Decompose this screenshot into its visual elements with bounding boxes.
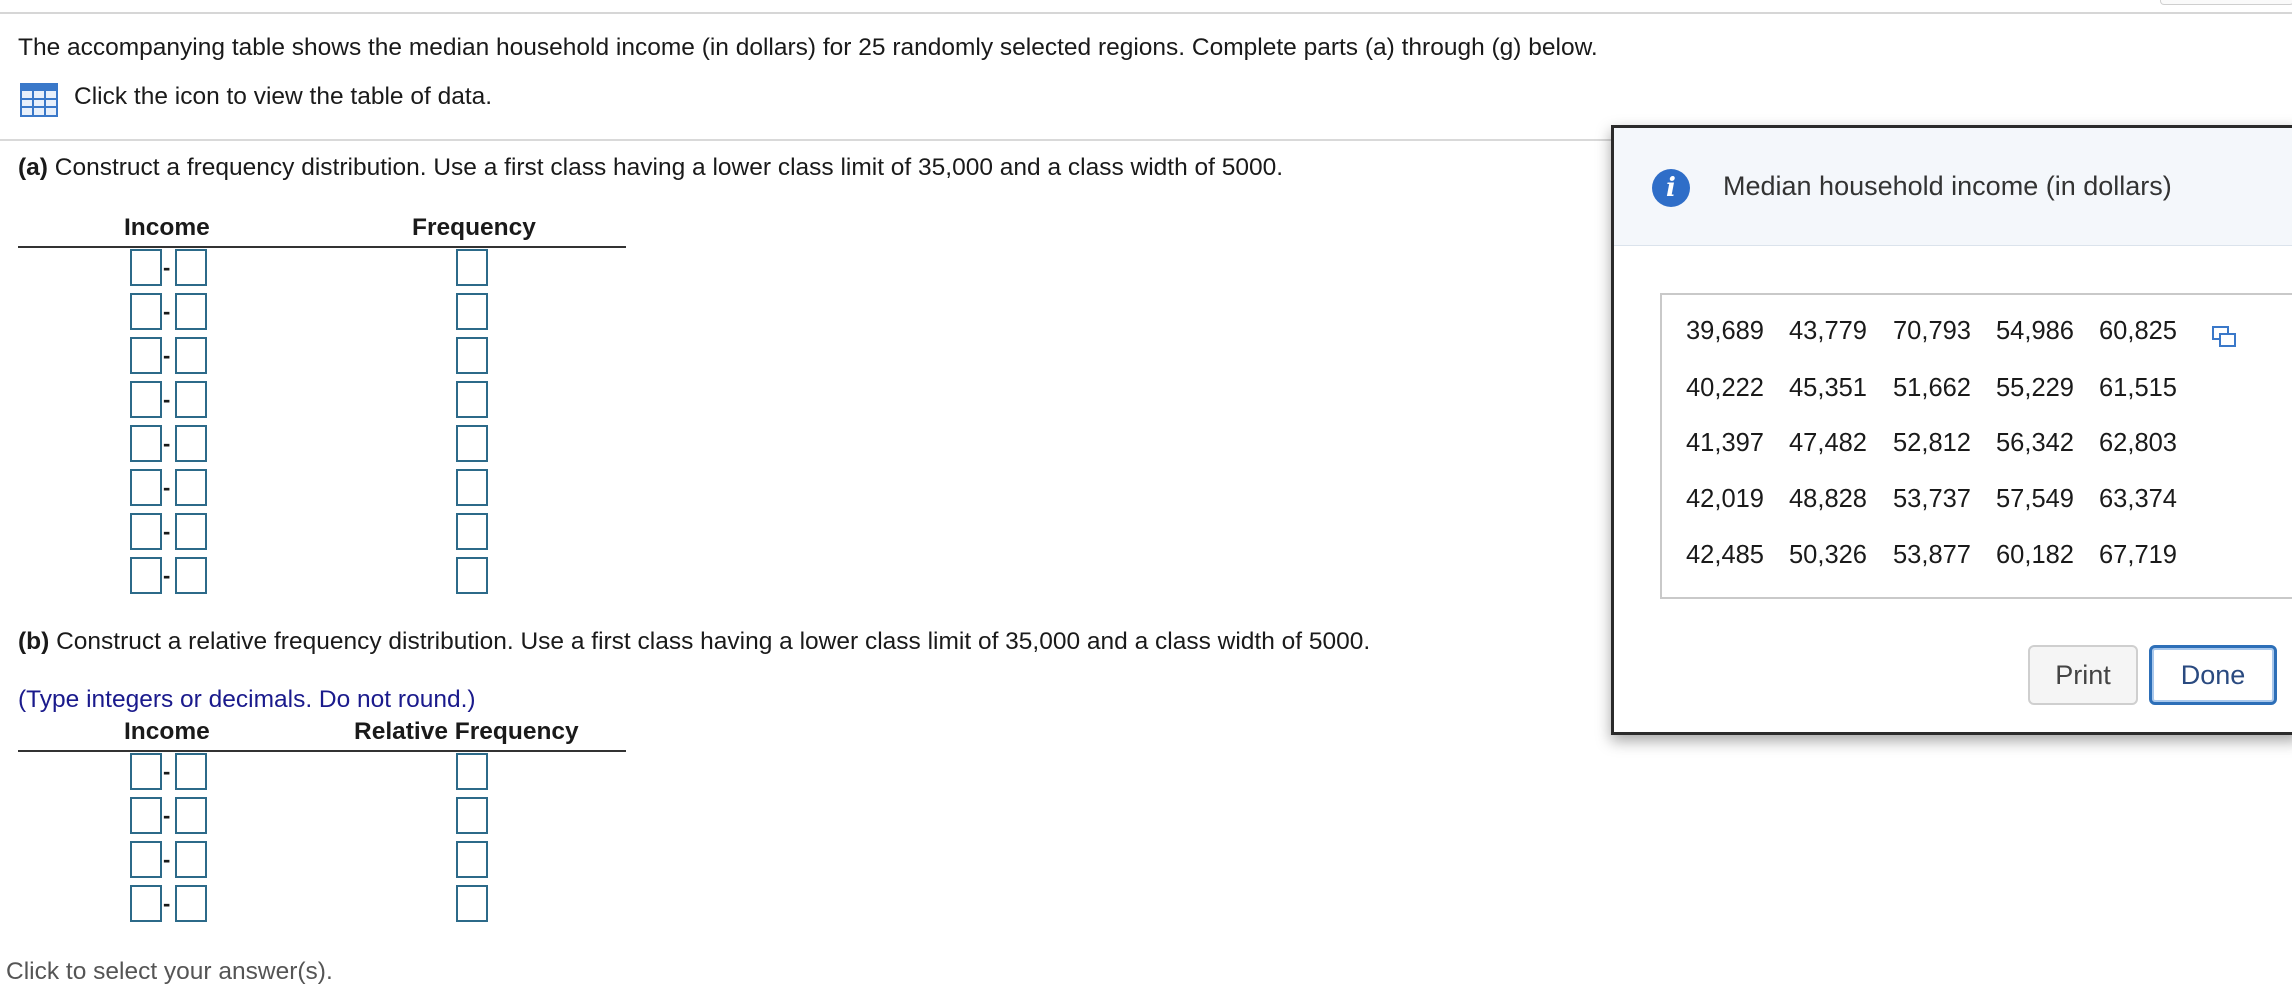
table-row bbox=[18, 381, 626, 421]
data-cell: 70,793 bbox=[1893, 317, 1971, 345]
lower-limit-input[interactable] bbox=[130, 469, 162, 506]
frequency-input[interactable] bbox=[456, 513, 488, 550]
data-cell: 54,986 bbox=[1996, 317, 2074, 345]
range-dash: - bbox=[163, 847, 171, 872]
table-row bbox=[18, 885, 626, 922]
frequency-input[interactable] bbox=[456, 381, 488, 418]
question-intro: The accompanying table shows the median household income (in dollars) for 25 randomly selected regions. Complete parts (a) through (g) below. bbox=[18, 34, 1598, 61]
data-cell: 63,374 bbox=[2099, 485, 2177, 513]
part-a-label: (a) bbox=[18, 154, 48, 181]
header-rule bbox=[18, 750, 626, 752]
data-cell: 56,342 bbox=[1996, 429, 2074, 457]
upper-limit-input[interactable] bbox=[175, 557, 207, 594]
table-row bbox=[18, 753, 626, 793]
header-rule bbox=[18, 246, 626, 248]
range-dash: - bbox=[163, 891, 171, 916]
part-b-label: (b) bbox=[18, 628, 50, 655]
info-icon: i bbox=[1652, 169, 1690, 207]
data-cell: 60,825 bbox=[2099, 317, 2177, 345]
income-header: Income bbox=[124, 718, 210, 745]
data-cell: 52,812 bbox=[1893, 429, 1971, 457]
table-row bbox=[18, 469, 626, 509]
data-cell: 39,689 bbox=[1686, 317, 1764, 345]
upper-limit-input[interactable] bbox=[175, 469, 207, 506]
upper-limit-input[interactable] bbox=[175, 797, 207, 834]
table-row bbox=[18, 425, 626, 465]
rows-clip bbox=[18, 753, 626, 922]
range-dash: - bbox=[163, 299, 171, 324]
relative-frequency-header: Relative Frequency bbox=[354, 718, 579, 745]
frequency-input[interactable] bbox=[456, 841, 488, 878]
data-cell: 40,222 bbox=[1686, 374, 1764, 402]
done-button[interactable]: Done bbox=[2149, 645, 2277, 705]
upper-limit-input[interactable] bbox=[175, 337, 207, 374]
part-a-text: Construct a frequency distribution. Use a first class having a lower class limit of 35,000 and a class width of 5000. bbox=[47, 154, 1284, 181]
data-cell: 42,485 bbox=[1686, 541, 1764, 569]
dialog-title: Median household income (in dollars) bbox=[1723, 171, 2172, 201]
upper-limit-input[interactable] bbox=[175, 249, 207, 286]
copy-icon[interactable] bbox=[2212, 326, 2236, 348]
frequency-input[interactable] bbox=[456, 425, 488, 462]
table-row bbox=[18, 249, 626, 289]
upper-limit-input[interactable] bbox=[175, 885, 207, 922]
print-button[interactable]: Print bbox=[2028, 645, 2138, 705]
section-divider bbox=[0, 139, 1615, 141]
frequency-input[interactable] bbox=[456, 753, 488, 790]
top-divider bbox=[0, 12, 2292, 14]
lower-limit-input[interactable] bbox=[130, 753, 162, 790]
frequency-input[interactable] bbox=[456, 885, 488, 922]
upper-limit-input[interactable] bbox=[175, 841, 207, 878]
range-dash: - bbox=[163, 431, 171, 456]
table-row bbox=[18, 797, 626, 837]
data-cell: 67,719 bbox=[2099, 541, 2177, 569]
lower-limit-input[interactable] bbox=[130, 841, 162, 878]
range-dash: - bbox=[163, 519, 171, 544]
table-row bbox=[18, 293, 626, 333]
range-dash: - bbox=[163, 255, 171, 280]
lower-limit-input[interactable] bbox=[130, 797, 162, 834]
data-cell: 43,779 bbox=[1789, 317, 1867, 345]
data-cell: 47,482 bbox=[1789, 429, 1867, 457]
upper-limit-input[interactable] bbox=[175, 293, 207, 330]
frequency-input[interactable] bbox=[456, 797, 488, 834]
lower-limit-input[interactable] bbox=[130, 293, 162, 330]
dialog-header bbox=[1614, 128, 2292, 246]
range-dash: - bbox=[163, 387, 171, 412]
frequency-input[interactable] bbox=[456, 293, 488, 330]
data-cell: 45,351 bbox=[1789, 374, 1867, 402]
table-row bbox=[18, 513, 626, 553]
data-cell: 61,515 bbox=[2099, 374, 2177, 402]
upper-limit-input[interactable] bbox=[175, 753, 207, 790]
part-b-hint: (Type integers or decimals. Do not round.) bbox=[18, 686, 476, 713]
data-cell: 53,877 bbox=[1893, 541, 1971, 569]
data-cell: 57,549 bbox=[1996, 485, 2074, 513]
data-cell: 51,662 bbox=[1893, 374, 1971, 402]
top-tab bbox=[2160, 0, 2292, 5]
upper-limit-input[interactable] bbox=[175, 513, 207, 550]
upper-limit-input[interactable] bbox=[175, 381, 207, 418]
part-b-question bbox=[18, 627, 1370, 657]
lower-limit-input[interactable] bbox=[130, 249, 162, 286]
range-dash: - bbox=[163, 803, 171, 828]
footer-hint: Click to select your answer(s). bbox=[6, 958, 333, 985]
data-cell: 55,229 bbox=[1996, 374, 2074, 402]
lower-limit-input[interactable] bbox=[130, 513, 162, 550]
part-a-question bbox=[18, 153, 1283, 183]
data-dialog bbox=[1611, 125, 2292, 735]
income-header: Income bbox=[124, 214, 210, 241]
range-dash: - bbox=[163, 563, 171, 588]
lower-limit-input[interactable] bbox=[130, 337, 162, 374]
frequency-header: Frequency bbox=[412, 214, 536, 241]
frequency-input[interactable] bbox=[456, 469, 488, 506]
view-table-link[interactable]: Click the icon to view the table of data. bbox=[74, 83, 493, 110]
table-row bbox=[18, 841, 626, 881]
range-dash: - bbox=[163, 759, 171, 784]
range-dash: - bbox=[163, 343, 171, 368]
lower-limit-input[interactable] bbox=[130, 425, 162, 462]
range-dash: - bbox=[163, 475, 171, 500]
part-b-text: Construct a relative frequency distribution. Use a first class having a lower class limit of 35,000 and a class width of 5000. bbox=[49, 628, 1371, 655]
data-table bbox=[1660, 293, 2292, 599]
data-cell: 60,182 bbox=[1996, 541, 2074, 569]
data-cell: 42,019 bbox=[1686, 485, 1764, 513]
table-row bbox=[18, 337, 626, 377]
table-icon[interactable] bbox=[20, 83, 58, 117]
lower-limit-input[interactable] bbox=[130, 381, 162, 418]
data-cell: 48,828 bbox=[1789, 485, 1867, 513]
data-cell: 50,326 bbox=[1789, 541, 1867, 569]
table-row bbox=[18, 557, 626, 597]
data-cell: 53,737 bbox=[1893, 485, 1971, 513]
lower-limit-input[interactable] bbox=[130, 557, 162, 594]
data-cell: 41,397 bbox=[1686, 429, 1764, 457]
lower-limit-input[interactable] bbox=[130, 885, 162, 922]
frequency-input[interactable] bbox=[456, 249, 488, 286]
frequency-input[interactable] bbox=[456, 337, 488, 374]
data-cell: 62,803 bbox=[2099, 429, 2177, 457]
frequency-input[interactable] bbox=[456, 557, 488, 594]
upper-limit-input[interactable] bbox=[175, 425, 207, 462]
